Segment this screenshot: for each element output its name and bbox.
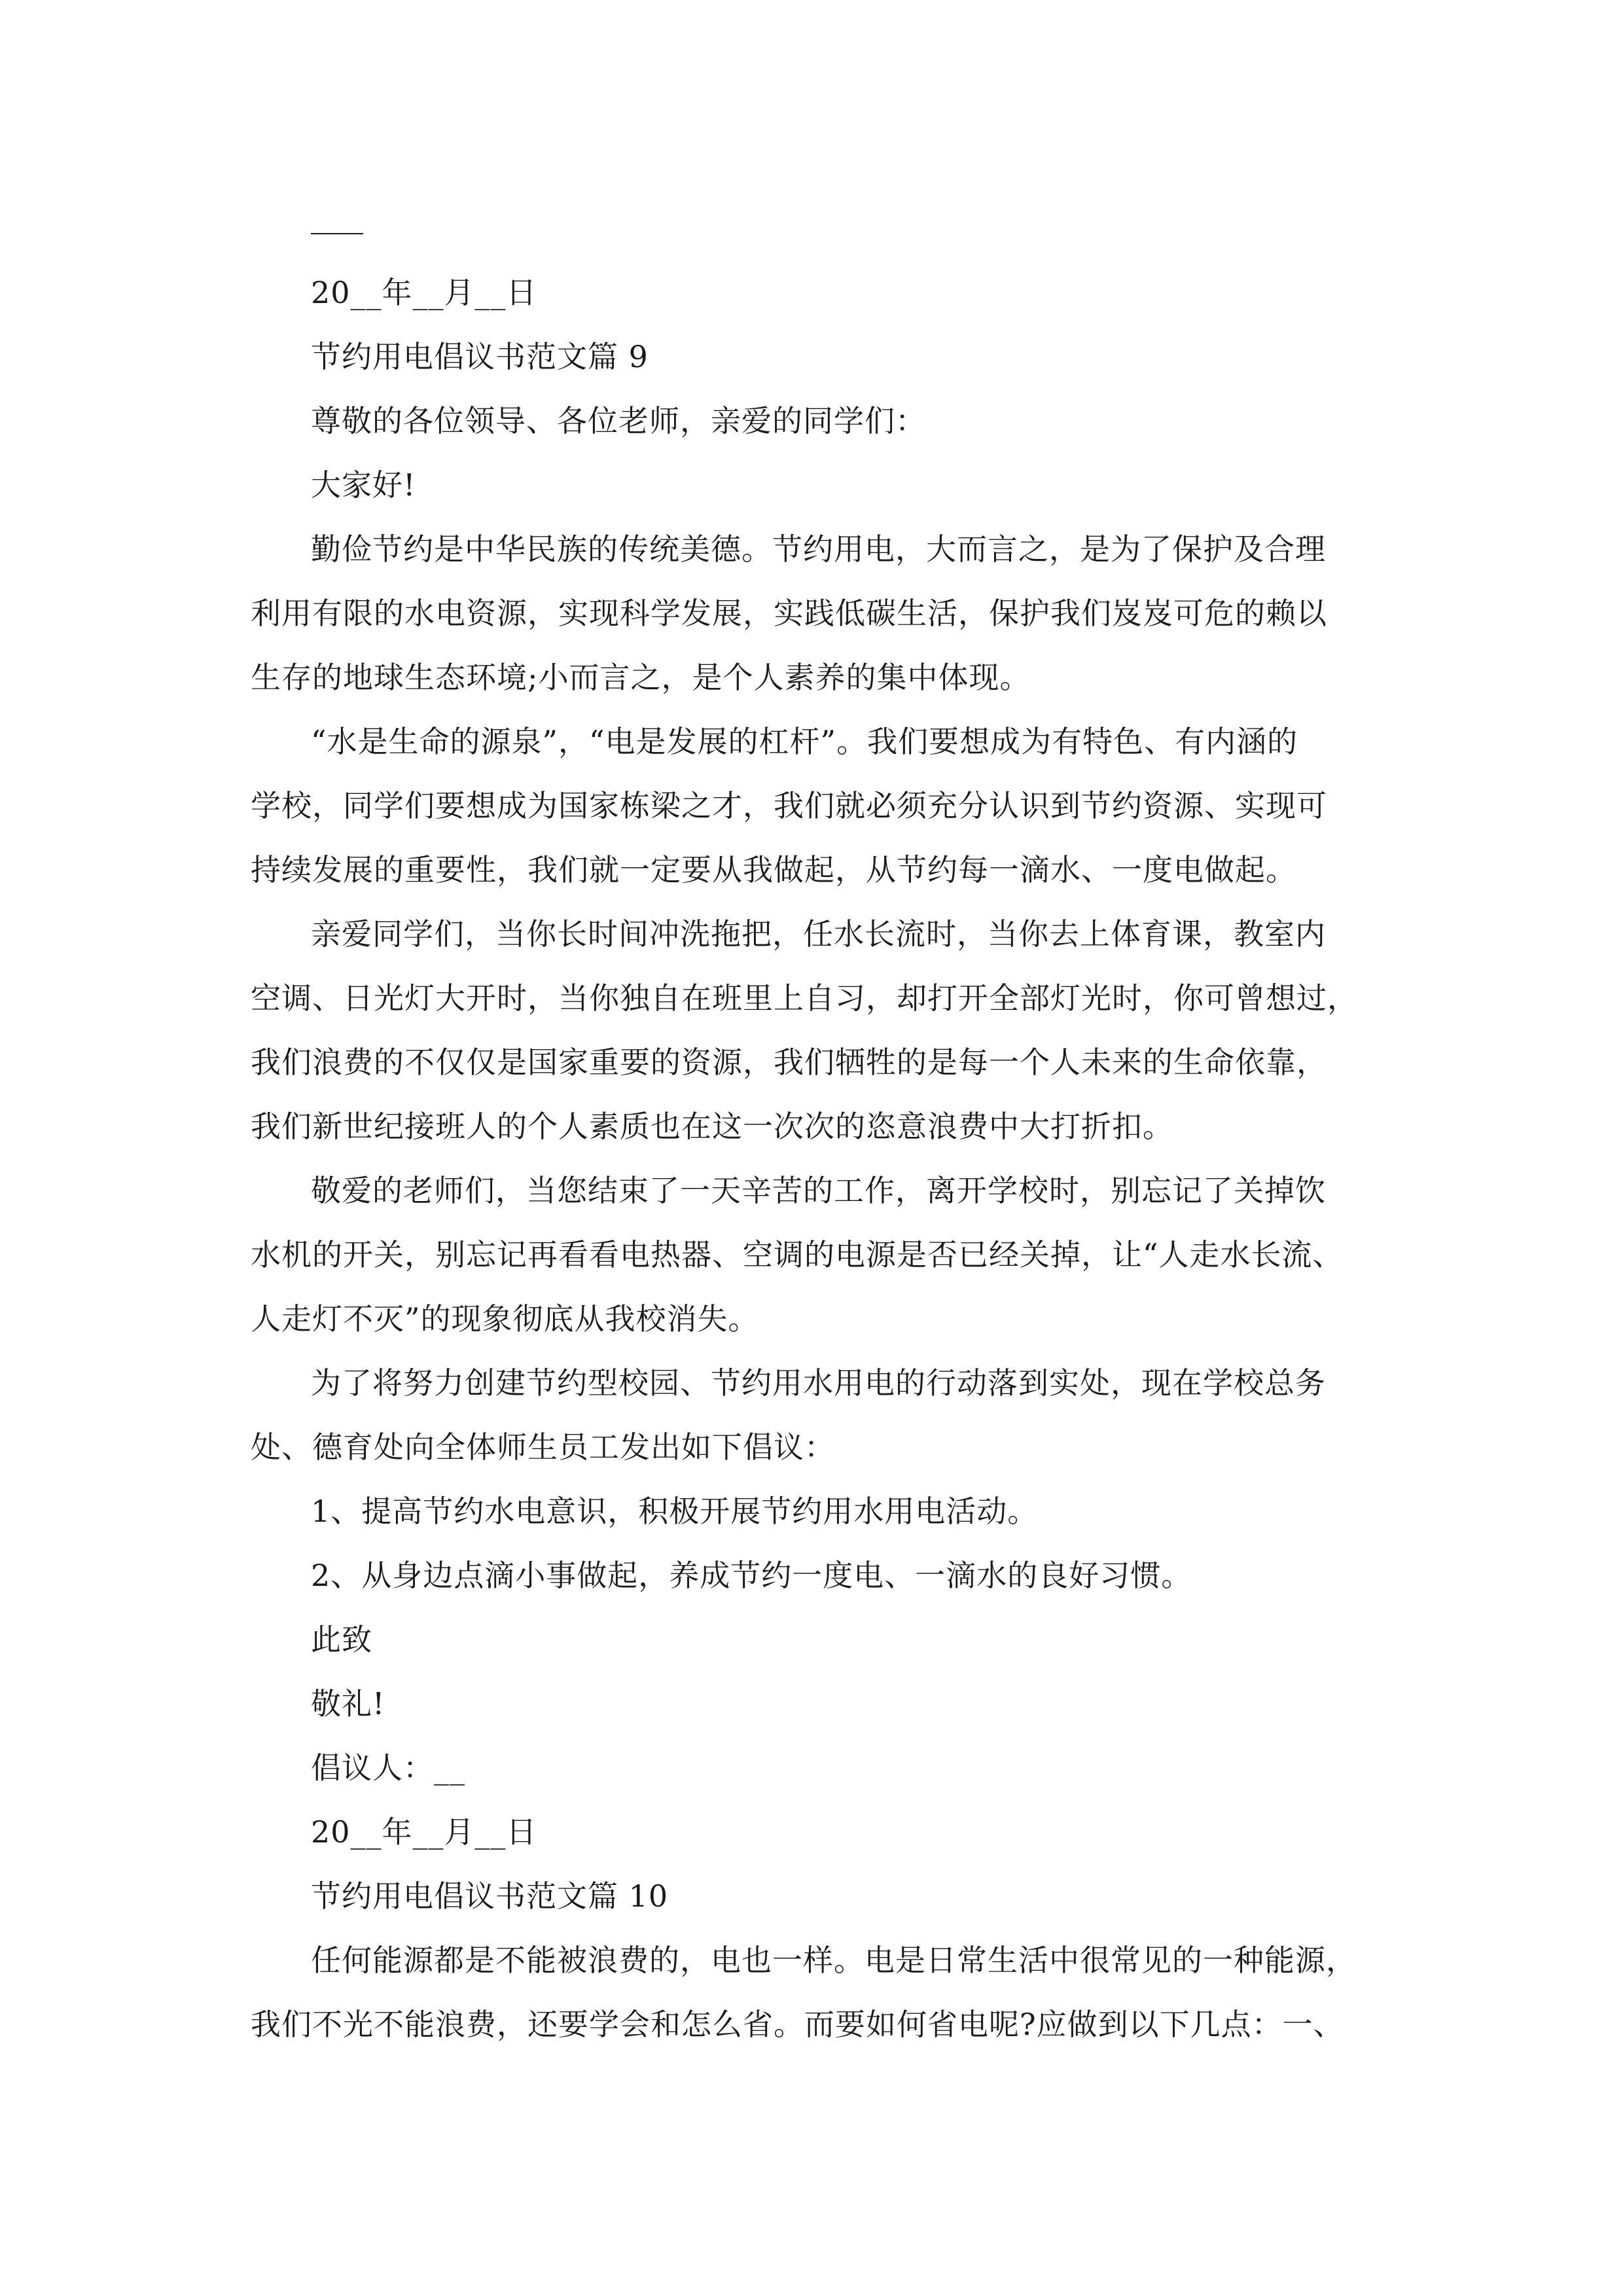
paragraph-initiative <box>251 1351 1389 1479</box>
greeting: 大家好! <box>311 467 416 503</box>
paragraph-line: 水机的开关，别忘记再看看电热器、空调的电源是否已经关掉，让“人走水长流、 <box>251 1237 1344 1272</box>
paragraph-line: 我们不光不能浪费，还要学会和怎么省。而要如何省电呢?应做到以下几点：一、 <box>251 2007 1344 2042</box>
paragraph-water-electricity <box>251 709 1389 902</box>
paragraph-line: 敬爱的老师们，当您结束了一天辛苦的工作，离开学校时，别忘记了关掉饮 <box>311 1173 1326 1208</box>
proposer-line: 倡议人：__ <box>311 1750 465 1785</box>
proposal-item-1: 1、提高节约水电意识，积极开展节约用水用电活动。 <box>311 1494 1039 1529</box>
date-line: 20__年__月__日 <box>311 1814 537 1850</box>
paragraph-line: 处、德育处向全体师生员工发出如下倡议： <box>251 1429 835 1465</box>
section-heading-9: 节约用电倡议书范文篇 9 <box>311 339 649 374</box>
salutation: 尊敬的各位领导、各位老师，亲爱的同学们： <box>311 403 926 439</box>
paragraph-teachers <box>251 1158 1389 1351</box>
paragraph-line: 为了将努力创建节约型校园、节约用水用电的行动落到实处，现在学校总务 <box>311 1365 1326 1401</box>
paragraph-energy <box>251 1928 1389 2056</box>
paragraph-line: 持续发展的重要性，我们就一定要从我做起，从节约每一滴水、一度电做起。 <box>251 852 1296 888</box>
blank-underline <box>311 233 363 234</box>
paragraph-line: 我们新世纪接班人的个人素质也在这一次次的恣意浪费中大打折扣。 <box>251 1109 1173 1144</box>
paragraph-line: “水是生命的源泉”，“电是发展的杠杆”。我们要想成为有特色、有内涵的 <box>311 724 1298 759</box>
signature-blank-rule <box>251 196 1389 260</box>
closing-salute: 敬礼! <box>311 1686 385 1721</box>
paragraph-virtue <box>251 517 1389 709</box>
paragraph-line: 空调、日光灯大开时，当你独自在班里上自习，却打开全部灯光时，你可曾想过， <box>251 980 1358 1016</box>
closing-regards: 此致 <box>311 1622 372 1657</box>
paragraph-line: 利用有限的水电资源，实现科学发展，实践低碳生活，保护我们岌岌可危的赖以 <box>251 596 1327 631</box>
paragraph-line: 任何能源都是不能被浪费的，电也一样。电是日常生活中很常见的一种能源， <box>311 1943 1357 1978</box>
proposal-item-2: 2、从身边点滴小事做起，养成节约一度电、一滴水的良好习惯。 <box>311 1558 1192 1593</box>
paragraph-line: 人走灯不灭”的现象彻底从我校消失。 <box>251 1301 759 1336</box>
date-line: 20__年__月__日 <box>311 275 537 310</box>
paragraph-line: 亲爱同学们，当你长时间冲洗拖把，任水长流时，当你去上体育课，教室内 <box>311 916 1326 952</box>
paragraph-line: 学校，同学们要想成为国家栋梁之才，我们就必须充分认识到节约资源、实现可 <box>251 788 1327 823</box>
document-body <box>251 196 1389 2056</box>
paragraph-line: 勤俭节约是中华民族的传统美德。节约用电，大而言之，是为了保护及合理 <box>311 531 1326 567</box>
paragraph-line: 生存的地球生态环境;小而言之，是个人素养的集中体现。 <box>251 660 1031 695</box>
paragraph-students <box>251 902 1389 1158</box>
paragraph-line: 我们浪费的不仅仅是国家重要的资源，我们牺牲的是每一个人未来的生命依靠， <box>251 1045 1327 1080</box>
section-heading-10: 节约用电倡议书范文篇 10 <box>311 1878 669 1914</box>
